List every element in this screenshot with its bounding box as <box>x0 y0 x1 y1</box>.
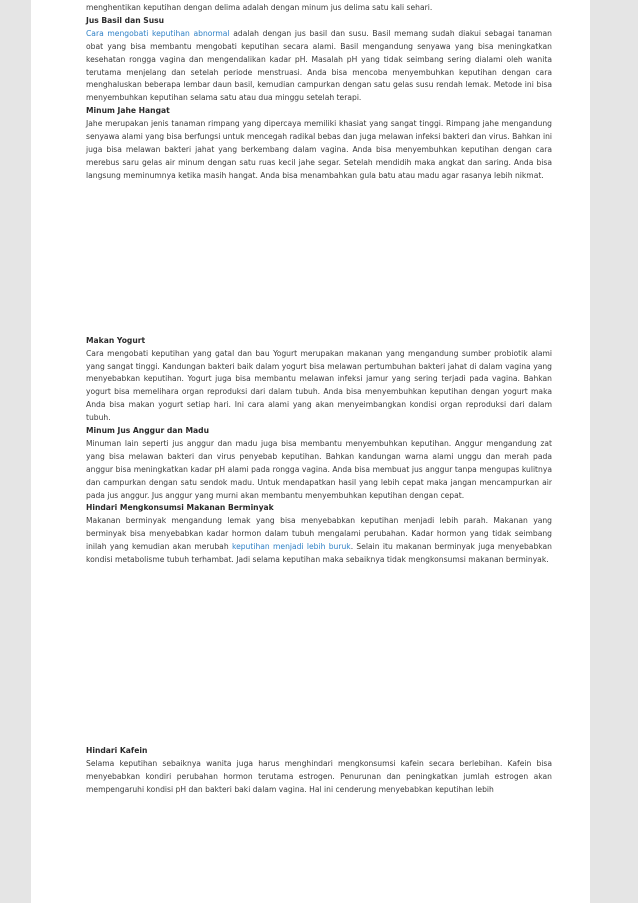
paragraph-makan-yogurt: Cara mengobati keputihan yang gatal dan bau Yogurt merupakan makanan yang mengandung sumber probiotik alami yang sangat tinggi. Kandungan bakteri baik dalam yogurt bisa melawan pertumbuhan bakteri jahat di dalam vagina yang menyebabkan keputihan. Yogurt juga bisa membantu melawan infeksi jamur yang sering terjadi pada vagina. Bahkan yogurt bisa memelihara organ reproduksi dari dalam tubuh. Anda bisa menyembuhkan keputihan dengan yogurt maka Anda bisa makan yogurt setiap hari. Ini cara alami yang akan menyeimbangkan kondisi organ reproduksi dari dalam tubuh. <box>86 348 552 423</box>
document-page <box>31 0 590 903</box>
link-keputihan-menjadi-lebih-buruk[interactable]: keputihan menjadi lebih buruk <box>231 542 351 552</box>
paragraph-hindari-kafein: Selama keputihan sebaiknya wanita juga harus menghindari mengkonsumsi kafein secara berlebihan. Kafein bisa menyebabkan kondiri perubahan hormon terutama estrogen. Penurunan dan peningkatkan jumlah estrogen akan mempengaruhi kondisi pH dan bakteri baki dalam vagina. Hal ini cenderung menyebabkan keputihan lebih <box>86 758 552 794</box>
paragraph-minum-jus-anggur-dan-madu: Minuman lain seperti jus anggur dan madu juga bisa membantu menyembuhkan keputihan. Anggur mengandung zat yang bisa melawan bakteri dan virus penyebab keputihan. Bahkan kandungan warna alami unggu dan merah pada anggur bisa meningkatkan kadar pH alami pada rongga vagina. Anda bisa membuat jus anggur tanpa mengupas kulitnya dan campurkan dengan satu sendok madu. Untuk mendapatkan hasil yang lebih cepat maka jangan mencampurkan air pada jus anggur. Jus anggur yang murni akan membantu menyembuhkan keputihan dengan cepat. <box>86 438 552 500</box>
paragraph-hindari-makanan-berminyak <box>86 515 552 567</box>
blank-ad-space <box>86 567 552 745</box>
heading-makan-yogurt: Makan Yogurt <box>86 335 146 345</box>
paragraph-jus-basil-dan-susu <box>86 28 552 105</box>
article-body <box>86 2 552 797</box>
heading-minum-jus-anggur-dan-madu: Minum Jus Anggur dan Madu <box>86 426 210 436</box>
heading-hindari-makanan-berminyak: Hindari Mengkonsumsi Makanan Berminyak <box>86 503 274 513</box>
intro-paragraph: menghentikan keputihan dengan delima adalah dengan minum jus delima satu kali sehari. <box>86 3 433 12</box>
link-cara-mengobati-keputihan-abnormal[interactable]: Cara mengobati keputihan abnormal <box>86 28 230 38</box>
heading-hindari-kafein: Hindari Kafein <box>86 746 148 755</box>
blank-ad-space <box>86 183 552 335</box>
paragraph-minum-jahe-hangat: Jahe merupakan jenis tanaman rimpang yang dipercaya memiliki khasiat yang sangat tinggi. Rimpang jahe mengandung senyawa alami yang bisa berfungsi untuk mencegah radikal bebas dan juga melawan infeksi bakteri dan virus. Bahkan ini juga bisa melawan bakteri jahat yang berkembang dalam vagina. Anda bisa menyembuhkan keputihan dengan cara merebus saru gelas air minum dengan satu ruas kecil jahe segar. Setelah mendidih maka angkat dan saring. Anda bisa langsung meminumnya ketika masih hangat. Anda bisa menambahkan gula batu atau madu agar rasanya lebih nikmat. <box>86 119 552 180</box>
heading-jus-basil-dan-susu: Jus Basil dan Susu <box>86 15 165 25</box>
paragraph-text: adalah dengan jus basil dan susu. Basil memang sudah diakui sebagai tanaman obat yang bisa membantu mengobati keputihan secara alami. Basil mengandung senyawa yang bisa meningkatkan kesehatan rongga vagina dan mengendalikan kadar pH. Masalah pH yang tidak seimbang sering dialami oleh wanita terutama menjelang dan setelah periode menstruasi. Anda bisa mencoba menyembuhkan keputihan dengan cara menghaluskan beberapa lembar daun basil, kemudian campurkan dengan satu gelas susu rendah lemak. Metode ini bisa menyembuhkan keputihan selama satu atau dua minggu setelah terapi. <box>86 28 552 103</box>
heading-minum-jahe-hangat: Minum Jahe Hangat <box>86 106 170 116</box>
paragraph-text: . Selain itu makanan berminyak juga menyebabkan kondisi metabolisme tubuh terhambat. Jadi selama keputihan maka sebaiknya tidak mengkonsumsi makanan berminyak. <box>86 542 552 565</box>
paragraph-text: Makanan berminyak mengandung lemak yang bisa menyebabkan keputihan menjadi lebih parah. Makanan yang berminyak bisa menyebabkan kadar hormon dalam tubuh mengalami perubahan. Kadar hormon yang tidak seimbang inilah yang kemudian akan merubah <box>86 516 552 552</box>
